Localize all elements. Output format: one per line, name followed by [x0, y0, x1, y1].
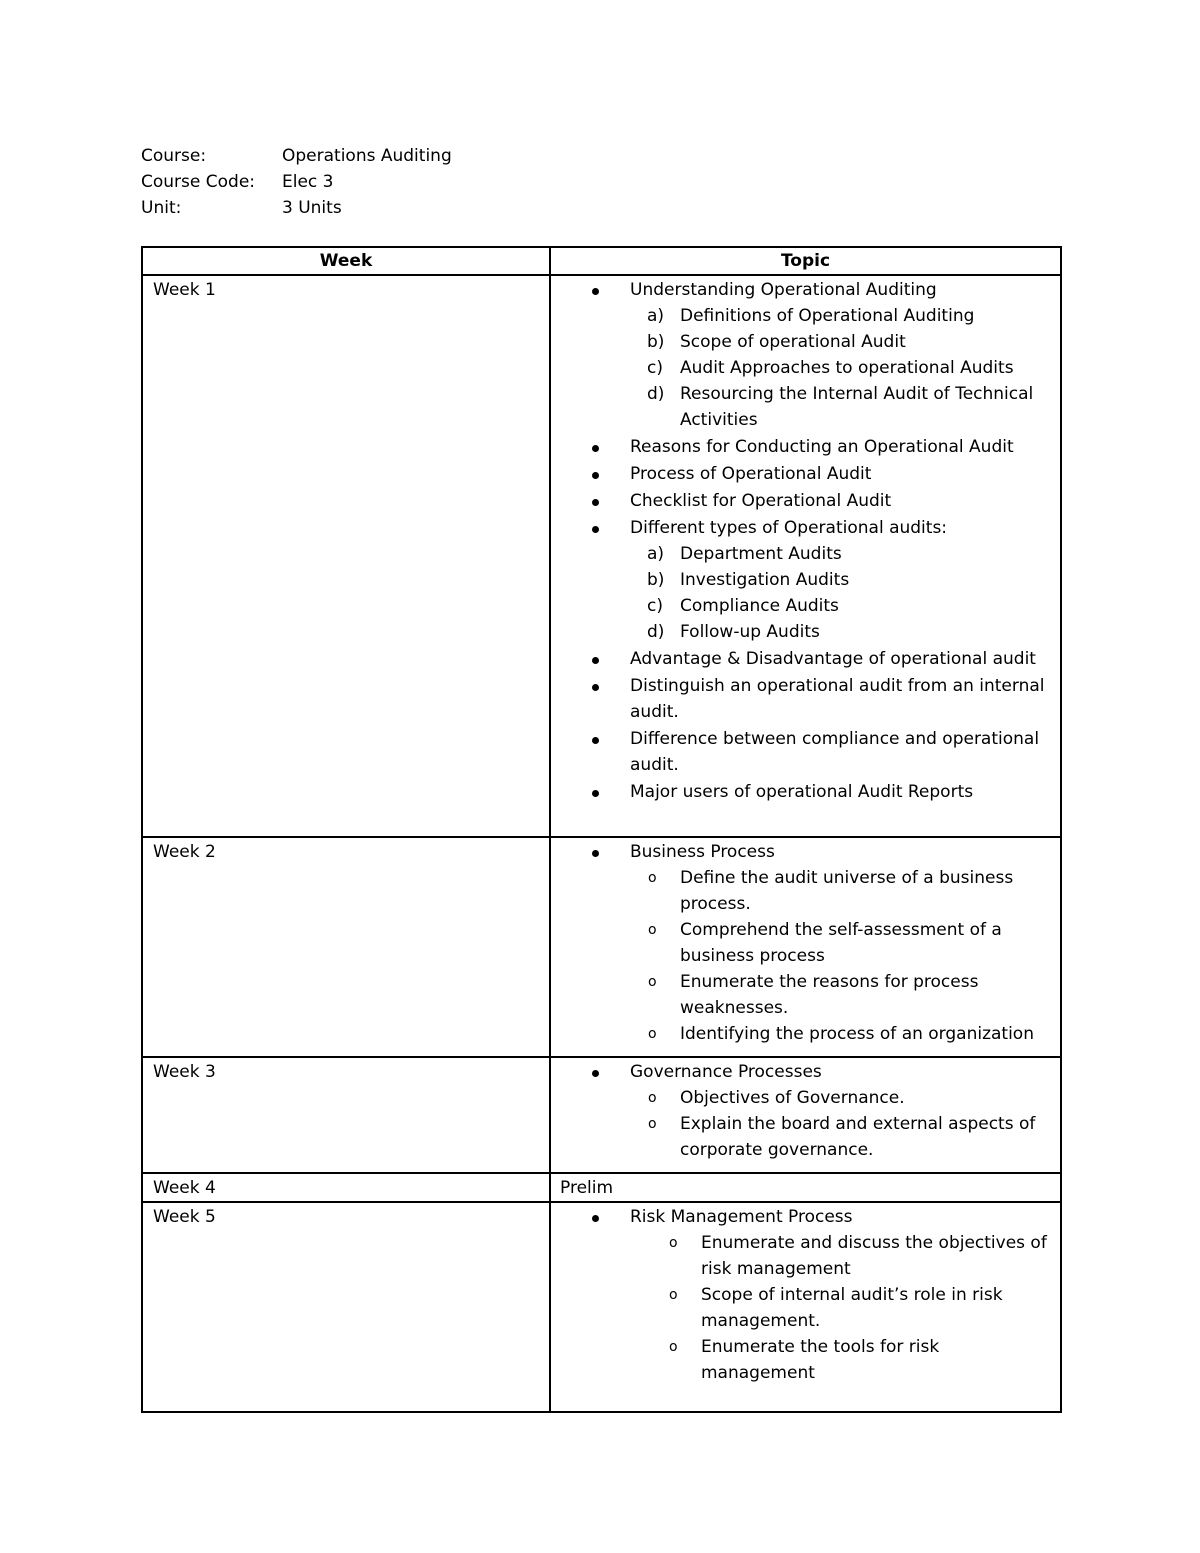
- subtopic-list: [630, 1230, 1052, 1386]
- bullet-icon: [592, 445, 599, 452]
- bullet-icon: [592, 657, 599, 664]
- topic-text: Governance Processes: [630, 1062, 822, 1082]
- topic-list: [551, 839, 1060, 1047]
- table-row: [142, 1173, 1061, 1202]
- course-code-value: Elec 3: [282, 172, 334, 192]
- subtopic-text: Audit Approaches to operational Audits: [680, 358, 1014, 378]
- subtopic-item: [551, 865, 1052, 917]
- subtopic-list: [630, 303, 1052, 433]
- topic-cell: [550, 837, 1061, 1057]
- subtopic-text: Identifying the process of an organization: [680, 1024, 1034, 1044]
- letter-marker: d): [647, 622, 665, 642]
- course-info: [141, 143, 452, 221]
- course-code-label: Course Code:: [141, 172, 256, 192]
- course-code-row: [141, 169, 452, 195]
- list-item: [551, 1204, 1060, 1386]
- list-item: [551, 434, 1060, 460]
- list-item: [551, 646, 1060, 672]
- bullet-icon: [592, 790, 599, 797]
- circle-bullet-icon: o: [648, 1116, 657, 1132]
- bullet-icon: [592, 526, 599, 533]
- table-row: [142, 837, 1061, 1057]
- circle-bullet-icon: o: [648, 1090, 657, 1106]
- subtopic-text: Definitions of Operational Auditing: [680, 306, 975, 326]
- week-cell: Week 3: [142, 1057, 550, 1173]
- circle-bullet-icon: o: [648, 974, 657, 990]
- letter-marker: a): [647, 306, 665, 326]
- letter-marker: d): [647, 384, 665, 404]
- unit-value: 3 Units: [282, 198, 342, 218]
- list-item: [551, 726, 1060, 778]
- course-label: Course:: [141, 146, 207, 166]
- table-row: [142, 1057, 1061, 1173]
- list-item: [551, 488, 1060, 514]
- subtopic-item: [551, 303, 1052, 329]
- bullet-icon: [592, 684, 599, 691]
- bullet-icon: [592, 1070, 599, 1077]
- circle-bullet-icon: o: [669, 1287, 678, 1303]
- topic-cell: [550, 275, 1061, 837]
- letter-marker: b): [647, 570, 665, 590]
- unit-row: [141, 195, 452, 221]
- subtopic-item: [551, 355, 1052, 381]
- subtopic-item: [551, 567, 1052, 593]
- circle-bullet-icon: o: [648, 870, 657, 886]
- list-item: [551, 515, 1060, 645]
- subtopic-item: [551, 969, 1052, 1021]
- subtopic-item: [551, 593, 1052, 619]
- letter-marker: c): [647, 358, 663, 378]
- subtopic-text: Objectives of Governance.: [680, 1088, 905, 1108]
- subtopic-text: Comprehend the self-assessment of a business process: [680, 920, 1002, 966]
- subtopic-text: Department Audits: [680, 544, 842, 564]
- topic-text: Business Process: [630, 842, 775, 862]
- subtopic-text: Explain the board and external aspects of corporate governance.: [680, 1114, 1036, 1160]
- topic-text: Difference between compliance and operational audit.: [630, 729, 1040, 775]
- week-cell: Week 2: [142, 837, 550, 1057]
- table-row: [142, 275, 1061, 837]
- topic-cell: [550, 1057, 1061, 1173]
- circle-bullet-icon: o: [648, 1026, 657, 1042]
- list-item: [551, 461, 1060, 487]
- letter-marker: c): [647, 596, 663, 616]
- unit-label: Unit:: [141, 198, 182, 218]
- topic-text: Checklist for Operational Audit: [630, 491, 892, 511]
- subtopic-item: [551, 1021, 1052, 1047]
- topic-text: Different types of Operational audits:: [630, 518, 948, 538]
- table-body: [142, 275, 1061, 1412]
- subtopic-list: [630, 865, 1052, 1047]
- topic-text: Reasons for Conducting an Operational Audit: [630, 437, 1014, 457]
- letter-marker: b): [647, 332, 665, 352]
- topic-text: Understanding Operational Auditing: [630, 280, 937, 300]
- bullet-icon: [592, 1215, 599, 1222]
- subtopic-item: [551, 1282, 1052, 1334]
- subtopic-list: [630, 1085, 1052, 1163]
- subtopic-text: Compliance Audits: [680, 596, 839, 616]
- topic-text: Risk Management Process: [630, 1207, 853, 1227]
- topic-text: Major users of operational Audit Reports: [630, 782, 974, 802]
- course-row: [141, 143, 452, 169]
- list-item: [551, 1059, 1060, 1163]
- subtopic-item: [551, 541, 1052, 567]
- syllabus-table: [141, 246, 1062, 1413]
- week-header: Week: [142, 247, 550, 275]
- week-cell: Week 1: [142, 275, 550, 837]
- subtopic-item: [551, 1111, 1052, 1163]
- subtopic-text: Enumerate and discuss the objectives of risk management: [701, 1233, 1047, 1279]
- week-cell: Week 4: [142, 1173, 550, 1202]
- letter-marker: a): [647, 544, 665, 564]
- course-value: Operations Auditing: [282, 146, 452, 166]
- circle-bullet-icon: o: [669, 1339, 678, 1355]
- subtopic-item: [551, 917, 1052, 969]
- topic-text: Advantage & Disadvantage of operational audit: [630, 649, 1036, 669]
- topic-list: [551, 277, 1060, 805]
- topic-cell: Prelim: [550, 1173, 1061, 1202]
- subtopic-item: [551, 381, 1052, 433]
- list-item: [551, 673, 1060, 725]
- topic-list: [551, 1059, 1060, 1163]
- week-cell: Week 5: [142, 1202, 550, 1412]
- list-item: [551, 779, 1060, 805]
- subtopic-list: [630, 541, 1052, 645]
- subtopic-item: [551, 619, 1052, 645]
- subtopic-text: Enumerate the tools for risk management: [701, 1337, 940, 1383]
- subtopic-text: Investigation Audits: [680, 570, 850, 590]
- subtopic-item: [551, 329, 1052, 355]
- table-row: [142, 1202, 1061, 1412]
- list-item: [551, 839, 1060, 1047]
- topic-list: [551, 1204, 1060, 1386]
- bullet-icon: [592, 288, 599, 295]
- subtopic-item: [551, 1334, 1052, 1386]
- circle-bullet-icon: o: [669, 1235, 678, 1251]
- bullet-icon: [592, 472, 599, 479]
- list-item: [551, 277, 1060, 433]
- topic-text: Distinguish an operational audit from an internal audit.: [630, 676, 1045, 722]
- bullet-icon: [592, 499, 599, 506]
- subtopic-text: Resourcing the Internal Audit of Technical Activities: [680, 384, 1034, 430]
- subtopic-text: Define the audit universe of a business process.: [680, 868, 1014, 914]
- bullet-icon: [592, 850, 599, 857]
- topic-header: Topic: [550, 247, 1061, 275]
- topic-cell: [550, 1202, 1061, 1412]
- subtopic-text: Follow-up Audits: [680, 622, 820, 642]
- table-header-row: [142, 247, 1061, 275]
- subtopic-item: [551, 1230, 1052, 1282]
- topic-text: Process of Operational Audit: [630, 464, 872, 484]
- bullet-icon: [592, 737, 599, 744]
- subtopic-text: Scope of operational Audit: [680, 332, 906, 352]
- subtopic-item: [551, 1085, 1052, 1111]
- subtopic-text: Scope of internal audit’s role in risk management.: [701, 1285, 1003, 1331]
- circle-bullet-icon: o: [648, 922, 657, 938]
- subtopic-text: Enumerate the reasons for process weaknesses.: [680, 972, 979, 1018]
